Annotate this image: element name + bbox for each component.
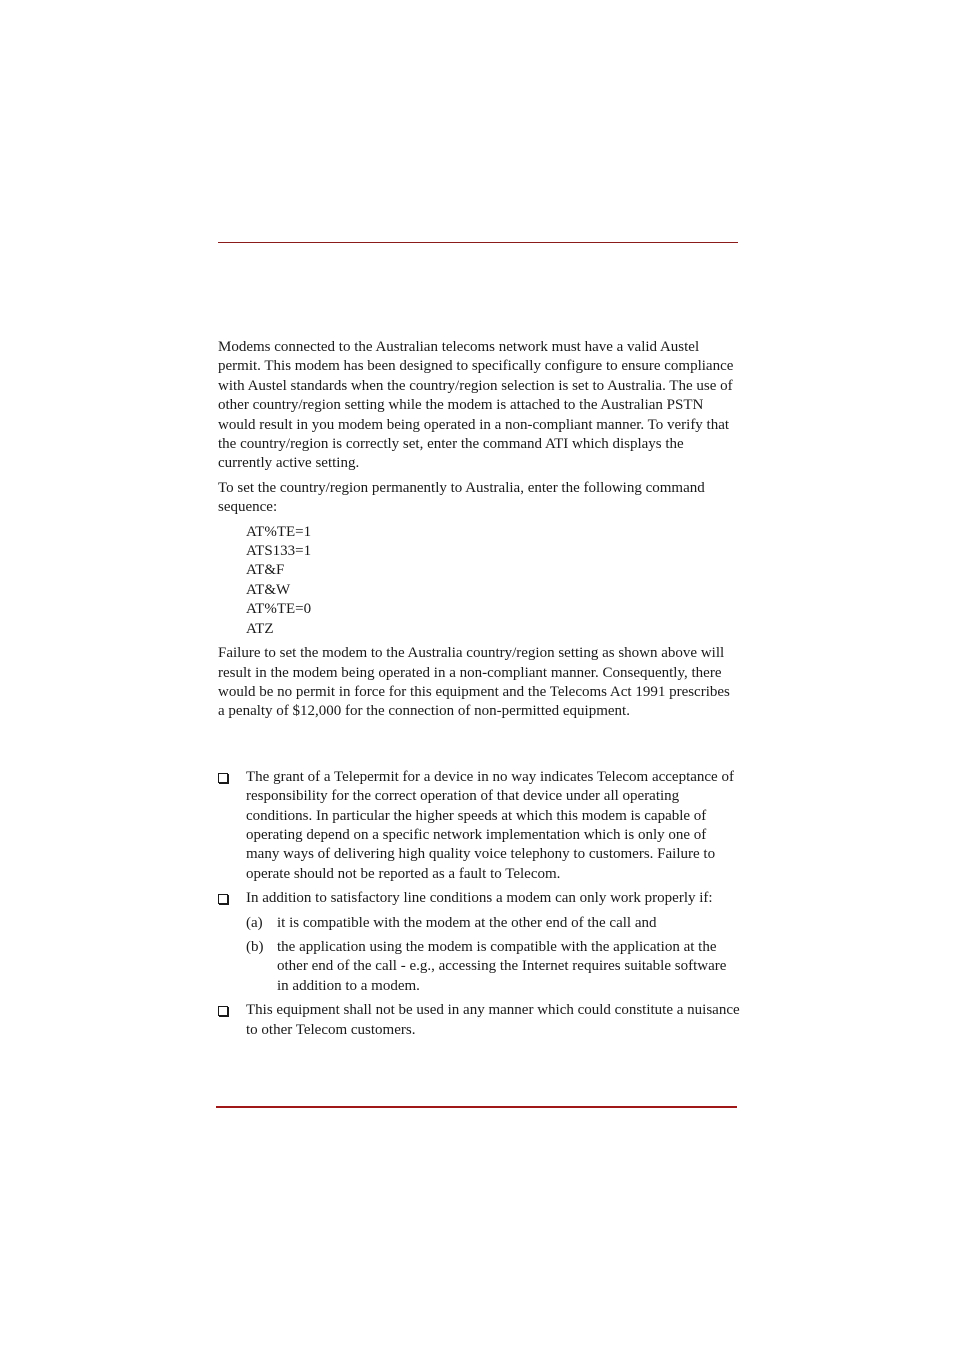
nuisance-note: This equipment shall not be used in any manner which could constitute a nuisance to other Telecom customers. bbox=[246, 1002, 740, 1038]
sublist-item bbox=[246, 938, 740, 996]
list-item bbox=[218, 1001, 740, 1040]
intro-paragraph: Modems connected to the Australian telecoms network must have a valid Austel permit. This modem has been designed to specifically configure to ensure compliance with Austel standards when the country/region selection is set to Australia. The use of other country/region setting while the modem is attached to the Australian PSTN would result in you modem being operated in a non-compliant manner. To verify that the country/region is correctly set, enter the command ATI which displays the currently active setting. bbox=[218, 339, 734, 472]
command-sequence bbox=[246, 523, 740, 639]
sublist-text: it is compatible with the modem at the other end of the call and bbox=[277, 914, 657, 931]
command-line: AT&F bbox=[246, 562, 285, 579]
command-line: AT%TE=0 bbox=[246, 601, 312, 618]
checkbox-bullet-icon bbox=[218, 773, 228, 783]
page-content bbox=[218, 338, 740, 1045]
checkbox-bullet-icon bbox=[218, 894, 228, 904]
list-item bbox=[218, 889, 740, 996]
sublist-label: (a) bbox=[246, 914, 263, 931]
telepermit-note: The grant of a Telepermit for a device in no way indicates Telecom acceptance of responsibility for the correct operation of that device under all operating conditions. In particular the higher speeds at which this modem is capable of operating depend on a specific network implementation which is only one of many ways of delivering high quality voice telephony to customers. Failure to operate should not be reported as a fault to Telecom. bbox=[246, 768, 734, 882]
list-item bbox=[218, 768, 740, 884]
failure-warning-paragraph: Failure to set the modem to the Australia country/region setting as shown above will result in the modem being operated in a non-compliant manner. Consequently, there would be no permit in force for this equipment and the Telecoms Act 1991 prescribes a penalty of $12,000 for the connection of non-permitted equipment. bbox=[218, 645, 730, 720]
command-line: ATZ bbox=[246, 620, 274, 637]
sublist-text: the application using the modem is compatible with the application at the other end of the call - e.g., accessing the Internet requires suitable software in addition to a modem. bbox=[277, 938, 727, 994]
notes-list bbox=[218, 768, 740, 1040]
command-line: AT&W bbox=[246, 581, 291, 598]
line-conditions-note: In addition to satisfactory line conditions a modem can only work properly if: bbox=[246, 890, 713, 907]
sublist-item bbox=[246, 914, 740, 933]
section-spacer bbox=[218, 727, 740, 768]
sublist-label: (b) bbox=[246, 938, 264, 955]
checkbox-bullet-icon bbox=[218, 1006, 228, 1016]
footer-rule bbox=[216, 1106, 737, 1108]
conditions-sublist bbox=[246, 914, 740, 997]
command-line: AT%TE=1 bbox=[246, 523, 312, 540]
set-instructions-paragraph: To set the country/region permanently to Australia, enter the following command sequence: bbox=[218, 479, 705, 516]
command-line: ATS133=1 bbox=[246, 543, 312, 560]
header-rule bbox=[218, 242, 738, 243]
